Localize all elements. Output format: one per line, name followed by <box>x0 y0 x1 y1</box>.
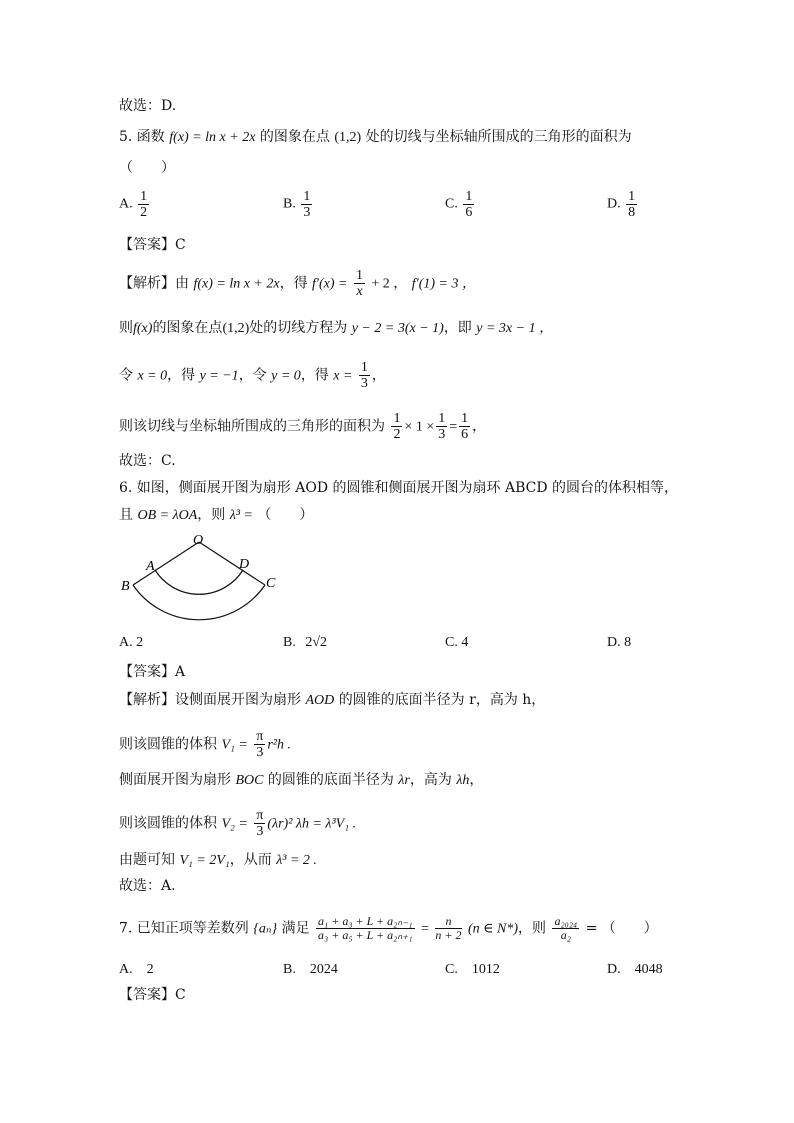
analysis-heading: 【解析】 <box>119 275 175 292</box>
fraction <box>359 360 370 391</box>
text: 满足 <box>281 920 310 937</box>
numerator: a₁ + a₃ + L + a₂ₙ₋₁ <box>318 914 413 928</box>
label-c: C <box>266 576 276 591</box>
math: + 2 ， <box>371 276 408 292</box>
text: = （ ） <box>585 920 658 937</box>
text: 的圆锥的底面半径为 r，高为 h， <box>338 692 546 708</box>
text: ，则 <box>197 507 226 523</box>
paren: （ ） <box>257 507 314 523</box>
denominator: n + 2 <box>435 928 462 942</box>
q6-analysis-line2 <box>119 729 291 760</box>
math: y = 3x − 1 ， <box>476 321 554 336</box>
numerator: 1 <box>303 189 311 204</box>
fraction <box>391 411 402 442</box>
math: x = <box>333 368 353 384</box>
fraction <box>301 189 312 220</box>
math: y = −1 <box>199 368 239 384</box>
fraction <box>436 411 447 442</box>
math: AOD <box>305 693 335 708</box>
q5-mid: 的图象在点 <box>259 129 330 145</box>
text: ，得 <box>167 367 196 384</box>
q5-function: f(x) = ln x + 2x <box>169 130 256 145</box>
label-d: D <box>239 557 250 572</box>
fraction <box>254 729 265 760</box>
text: 的圆锥的底面半径为 <box>267 772 394 788</box>
text: 处的切线方程为 <box>249 320 348 336</box>
text: ，则 <box>518 920 547 937</box>
math: V₁ = 2V₁ <box>179 853 230 868</box>
q7-option-c: C. 1012 <box>445 962 500 977</box>
q5-stem <box>119 127 632 148</box>
numerator: 1 <box>360 360 368 375</box>
denominator: 3 <box>438 427 446 442</box>
q5-option-d <box>607 189 639 220</box>
text: 则该切线与坐标轴所围成的三角形的面积为 <box>119 418 385 435</box>
denominator: a₃ + a₅ + L + a₂ₙ₊₁ <box>318 928 413 942</box>
text: 由题可知 <box>119 852 175 868</box>
sector-ring-figure <box>115 530 285 630</box>
q6-analysis-line3 <box>119 770 483 791</box>
math: y − 2 = 3(x − 1) <box>351 321 444 336</box>
denominator: 3 <box>303 205 311 220</box>
math: λ³ = <box>229 508 253 523</box>
numerator: 1 <box>465 189 473 204</box>
denominator: 6 <box>461 427 469 442</box>
math: r²h . <box>267 737 292 753</box>
text: 则该圆锥的体积 <box>119 815 217 832</box>
q6-option-b <box>283 635 327 651</box>
previous-answer: 故选：D. <box>119 98 177 114</box>
q6-analysis-line1 <box>119 690 545 711</box>
numerator: 1 <box>393 411 401 426</box>
q5-option-a <box>119 189 151 220</box>
q6-conclusion: 故选：A. <box>119 878 176 894</box>
math: λh <box>456 773 470 788</box>
line-oc <box>199 542 265 585</box>
q5-suffix: 处的切线与坐标轴所围成的三角形的面积为 <box>365 129 632 145</box>
math: x = 0 <box>137 368 168 384</box>
numerator: 1 <box>140 189 148 204</box>
option-label: B. <box>283 635 296 650</box>
denominator: 3 <box>256 824 264 839</box>
outer-arc-bc <box>133 585 265 620</box>
fraction <box>626 189 637 220</box>
q5-analysis-line2 <box>119 318 553 339</box>
numerator: 1 <box>355 268 363 283</box>
text: 则 <box>119 320 133 336</box>
fraction <box>552 915 579 942</box>
numerator: 1 <box>461 411 469 426</box>
q7-stem <box>119 915 658 942</box>
text: ，从而 <box>229 852 272 868</box>
numerator: 1 <box>438 411 446 426</box>
q7-option-d: D. 4048 <box>607 962 663 977</box>
denominator: a₂ <box>560 928 571 942</box>
math: f′(1) = 3 ， <box>411 276 476 292</box>
numerator: π <box>256 729 264 744</box>
label-a: A <box>146 559 155 574</box>
q5-conclusion: 故选：C. <box>119 453 176 469</box>
line-ob <box>133 542 199 585</box>
math: × 1 × <box>404 419 435 435</box>
text: ，得 <box>279 275 308 292</box>
q5-answer: 【答案】C <box>119 237 186 253</box>
fraction <box>138 189 149 220</box>
q5-option-c <box>445 189 476 220</box>
q5-analysis-line4 <box>119 411 486 442</box>
q6-analysis-line4 <box>119 808 356 839</box>
text: ，即 <box>443 320 472 336</box>
option-label: C. <box>445 196 458 212</box>
numerator: π <box>256 808 264 823</box>
math: f(x) <box>133 321 153 336</box>
q6-stem-line2 <box>119 505 313 526</box>
text: ， <box>472 418 487 435</box>
inner-arc-ad <box>155 570 243 594</box>
fraction <box>463 189 474 220</box>
text: 由 <box>175 275 189 292</box>
math: f′(x) = <box>312 276 348 292</box>
math: V₁ = <box>221 737 248 753</box>
math: (λr)² λh = λ³V₁ . <box>267 816 357 832</box>
label-b: B <box>121 579 130 594</box>
q6-option-c: C. 4 <box>445 635 469 650</box>
q6-analysis-line5 <box>119 850 317 871</box>
denominator: 8 <box>628 205 636 220</box>
denominator: x <box>356 284 363 299</box>
math: λr <box>398 773 410 788</box>
option-label: B. <box>283 196 296 212</box>
math: = <box>449 419 458 435</box>
text: 7. 已知正项等差数列 <box>119 920 249 937</box>
text: ， <box>469 772 484 788</box>
text: 侧面展开图为扇形 <box>119 772 231 788</box>
math: BOC <box>235 773 264 788</box>
text: ，令 <box>238 367 267 384</box>
q5-paren: （ ） <box>119 160 175 176</box>
text: ，得 <box>300 367 329 384</box>
text: 且 <box>119 507 133 523</box>
text: ，高为 <box>409 772 452 788</box>
math: f(x) = ln x + 2x <box>193 276 280 292</box>
q5-analysis-line1 <box>119 268 476 299</box>
q7-option-b: B. 2024 <box>283 962 338 977</box>
fraction <box>459 411 470 442</box>
numerator: 1 <box>628 189 636 204</box>
denominator: 2 <box>393 427 401 442</box>
q5-prefix: 5. 函数 <box>119 129 165 145</box>
option-value: 2√2 <box>305 635 328 650</box>
option-label: D. <box>607 196 621 212</box>
denominator: 3 <box>360 376 368 391</box>
q5-analysis-line3: 令 x = 0，得 y = −1，令 y = 0，得 x = $\frac{1}{3}$ ， <box>119 360 386 391</box>
q7-answer: 【答案】C <box>119 987 186 1003</box>
q6-answer: 【答案】A <box>119 664 186 680</box>
denominator: 3 <box>256 745 264 760</box>
text: 则该圆锥的体积 <box>119 736 217 753</box>
math: (n ∈ N*) <box>467 921 519 937</box>
denominator: 6 <box>465 205 473 220</box>
math: y = 0 <box>271 368 301 384</box>
q6-option-d: D. 8 <box>607 635 632 650</box>
math: λ³ = 2 . <box>276 853 317 868</box>
fraction <box>254 808 265 839</box>
text: 的图象在点 <box>152 320 223 336</box>
denominator: 2 <box>140 205 148 220</box>
fraction <box>435 915 461 942</box>
q6-option-a: A. 2 <box>119 635 144 650</box>
q5-point: (1,2) <box>334 130 362 145</box>
math: V₂ = <box>221 816 248 832</box>
text: 令 <box>119 367 133 384</box>
numerator: n <box>435 915 461 929</box>
option-label: A. <box>119 196 133 212</box>
q7-option-a: A. 2 <box>119 962 154 977</box>
label-o: O <box>193 533 204 548</box>
q6-stem-line1: 6. 如图，侧面展开图为扇形 AOD 的圆锥和侧面展开图为扇环 ABCD 的圆台的体积相等， <box>119 480 679 496</box>
fraction <box>354 268 365 299</box>
math: (1,2) <box>222 321 250 336</box>
numerator: a₂₀₂₄ <box>554 914 578 928</box>
fraction <box>316 915 415 942</box>
vector-equation: OB = λOA <box>137 508 198 523</box>
math: {aₙ} <box>253 921 278 937</box>
math: = <box>421 921 429 937</box>
text: 【解析】设侧面展开图为扇形 <box>119 692 301 708</box>
q5-option-b <box>283 189 314 220</box>
